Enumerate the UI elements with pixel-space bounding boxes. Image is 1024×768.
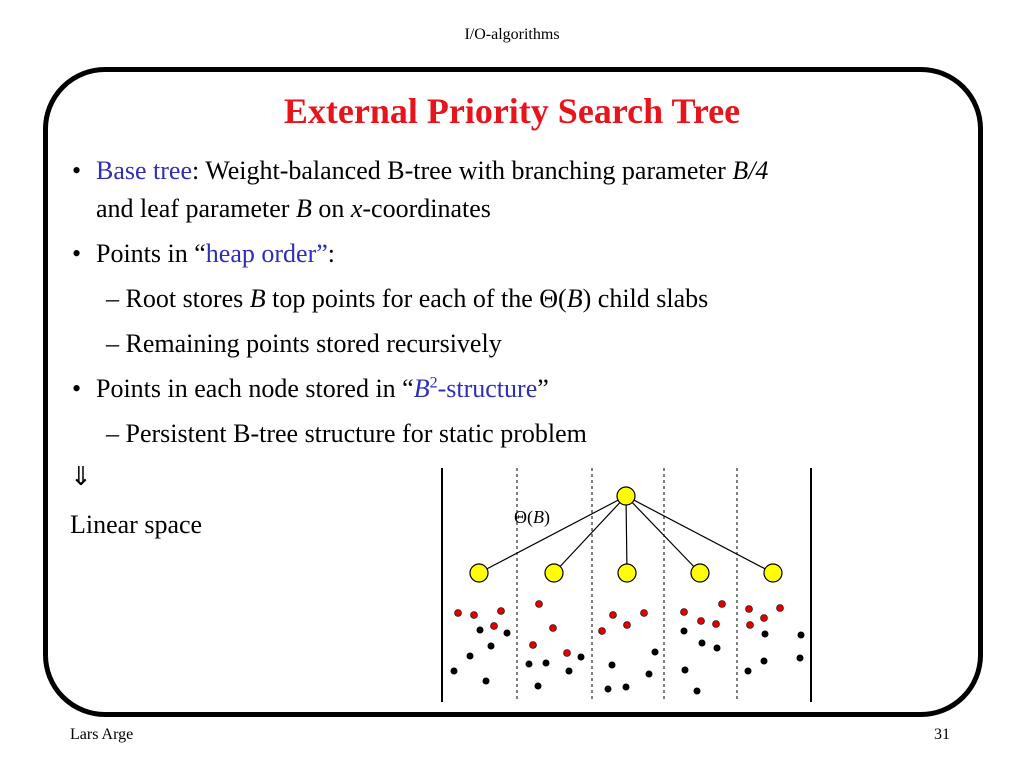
term-base-tree: Base tree [96,156,193,185]
theta-b-label: Θ(B) [514,507,550,527]
child-node [691,564,709,582]
term-b2-structure: -structure [437,374,538,403]
conclusion-text: Linear space [70,510,203,539]
term-heap-order: heap order [205,239,317,268]
root-node [617,487,635,505]
child-points-black [451,627,805,695]
bullet-base-tree: Base tree: Weight-balanced B-tree with branching parameter B/4 [96,156,769,185]
footer-page-number: 31 [934,726,950,743]
header-title: I/O-algorithms [464,26,560,43]
sub-bullet-persistent: – Persistent B-tree structure for static problem [106,419,587,448]
footer-author: Lars Arge [70,726,134,743]
bullet-heap-order: Points in “heap order”: [96,239,336,268]
priority-search-tree-diagram [420,462,840,712]
sub-bullet-remaining: – Remaining points stored recursively [106,329,502,358]
child-node [470,564,488,582]
root-points-red [455,601,784,657]
child-node [545,564,563,582]
bullet-marker: • [72,374,82,403]
bullet-marker: • [72,239,82,268]
bullet-base-tree-cont: and leaf parameter B on x-coordinates [96,194,491,223]
slide-title: External Priority Search Tree [283,91,741,131]
child-node [764,564,782,582]
bullet-marker: • [72,156,82,185]
sub-bullet-root-stores: – Root stores B top points for each of the Θ(B) child slabs [106,284,709,313]
child-node [618,564,636,582]
bullet-b2-structure: Points in each node stored in “$B^2$-structure” [96,374,549,403]
implies-arrow-icon: ⇓ [70,462,92,491]
